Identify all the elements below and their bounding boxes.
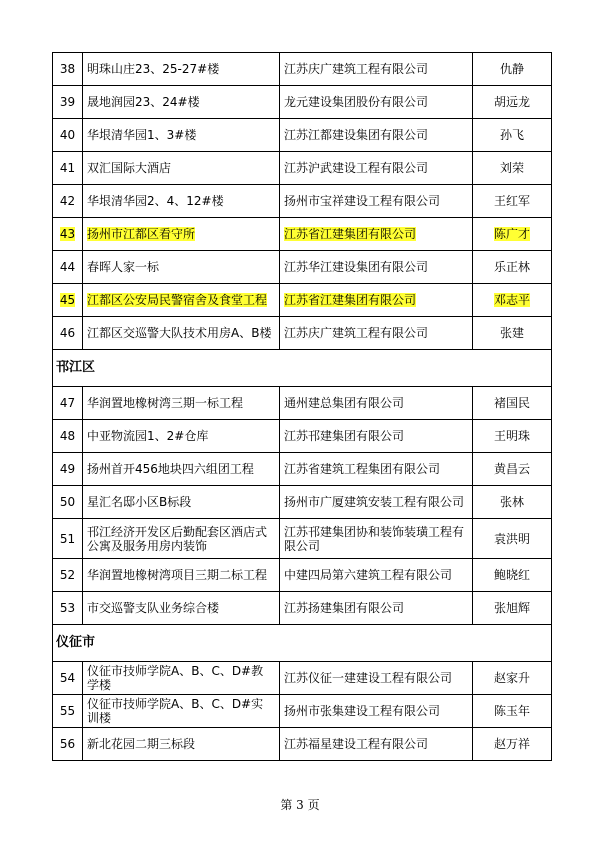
manager-name-cell (473, 387, 552, 420)
company-name-cell (280, 284, 473, 317)
project-name-cell (83, 592, 280, 625)
company-name-text: 江苏福星建设工程有限公司 (284, 737, 429, 751)
table-row (53, 559, 552, 592)
project-name-cell (83, 519, 280, 559)
company-name-cell (280, 728, 473, 761)
manager-name-cell (473, 592, 552, 625)
project-name-text: 扬州首开456地块四六组团工程 (87, 462, 254, 476)
table-row (53, 453, 552, 486)
project-name-cell (83, 218, 280, 251)
company-name-cell (280, 420, 473, 453)
manager-name-cell (473, 218, 552, 251)
table-row (53, 86, 552, 119)
row-number-text: 54 (59, 671, 76, 685)
table-row (53, 695, 552, 728)
row-number-text: 56 (59, 737, 76, 751)
manager-name-cell (473, 284, 552, 317)
table-row (53, 420, 552, 453)
project-name-cell (83, 662, 280, 695)
project-name-cell (83, 185, 280, 218)
row-number-cell (53, 420, 83, 453)
project-name-text: 仪征市技师学院A、B、C、D#实训楼 (87, 697, 264, 725)
table-body (53, 53, 552, 761)
table-row (53, 486, 552, 519)
section-header-row (53, 625, 552, 662)
project-name-text: 华垠清华园1、3#楼 (87, 128, 197, 142)
project-name-cell (83, 152, 280, 185)
manager-name-text: 邓志平 (493, 293, 530, 307)
project-name-text: 双汇国际大酒店 (87, 161, 172, 175)
project-name-text: 春晖人家一标 (87, 260, 160, 274)
row-number-cell (53, 284, 83, 317)
project-name-cell (83, 119, 280, 152)
project-name-text: 江都区交巡警大队技术用房A、B楼 (87, 326, 272, 340)
row-number-text: 40 (59, 128, 76, 142)
company-name-cell (280, 185, 473, 218)
project-name-cell (83, 284, 280, 317)
company-name-text: 龙元建设集团股份有限公司 (284, 95, 429, 109)
company-name-cell (280, 559, 473, 592)
manager-name-text: 孙飞 (499, 128, 524, 142)
manager-name-text: 黄昌云 (493, 462, 530, 476)
project-name-text: 华垠清华园2、4、12#楼 (87, 194, 224, 208)
company-name-text: 江苏省建筑工程集团有限公司 (284, 462, 441, 476)
manager-name-text: 鲍晓红 (493, 568, 530, 582)
company-name-cell (280, 662, 473, 695)
row-number-cell (53, 728, 83, 761)
manager-name-cell (473, 185, 552, 218)
manager-name-text: 赵万祥 (493, 737, 530, 751)
project-name-text: 新北花园二期三标段 (87, 737, 196, 751)
company-name-cell (280, 486, 473, 519)
table-row (53, 185, 552, 218)
company-name-cell (280, 152, 473, 185)
row-number-text: 41 (59, 161, 76, 175)
row-number-text: 48 (59, 429, 76, 443)
manager-name-cell (473, 728, 552, 761)
company-name-text: 江苏仪征一建建设工程有限公司 (284, 671, 453, 685)
manager-name-text: 赵家升 (493, 671, 530, 685)
manager-name-text: 张林 (499, 495, 524, 509)
company-name-text: 江苏沪武建设工程有限公司 (284, 161, 429, 175)
row-number-cell (53, 53, 83, 86)
project-name-cell (83, 251, 280, 284)
company-name-text: 江苏华江建设集团有限公司 (284, 260, 429, 274)
row-number-cell (53, 486, 83, 519)
manager-name-cell (473, 152, 552, 185)
manager-name-cell (473, 251, 552, 284)
company-name-text: 江苏扬建集团有限公司 (284, 601, 405, 615)
table-row (53, 53, 552, 86)
project-name-cell (83, 695, 280, 728)
manager-name-text: 刘荣 (499, 161, 524, 175)
manager-name-cell (473, 519, 552, 559)
row-number-cell (53, 559, 83, 592)
manager-name-cell (473, 559, 552, 592)
row-number-cell (53, 218, 83, 251)
project-name-cell (83, 453, 280, 486)
manager-name-cell (473, 486, 552, 519)
row-number-cell (53, 519, 83, 559)
row-number-cell (53, 662, 83, 695)
company-name-text: 江苏省江建集团有限公司 (284, 293, 417, 307)
project-name-text: 晟地润园23、24#楼 (87, 95, 200, 109)
company-name-cell (280, 592, 473, 625)
row-number-text: 38 (59, 62, 76, 76)
company-name-cell (280, 317, 473, 350)
table-row (53, 728, 552, 761)
project-name-text: 扬州市江都区看守所 (87, 227, 196, 241)
manager-name-cell (473, 662, 552, 695)
row-number-text: 45 (59, 293, 76, 307)
table-row (53, 592, 552, 625)
company-name-cell (280, 695, 473, 728)
company-name-text: 扬州市张集建设工程有限公司 (284, 704, 441, 718)
manager-name-text: 王明珠 (493, 429, 530, 443)
company-name-text: 中建四局第六建筑工程有限公司 (284, 568, 453, 582)
company-name-cell (280, 519, 473, 559)
row-number-text: 39 (59, 95, 76, 109)
manager-name-text: 褚国民 (493, 396, 530, 410)
project-name-text: 市交巡警支队业务综合楼 (87, 601, 220, 615)
project-name-text: 星汇名邸小区B标段 (87, 495, 192, 509)
company-name-cell (280, 53, 473, 86)
row-number-cell (53, 453, 83, 486)
project-name-cell (83, 317, 280, 350)
row-number-cell (53, 119, 83, 152)
project-name-text: 仪征市技师学院A、B、C、D#教学楼 (87, 664, 264, 692)
project-name-cell (83, 53, 280, 86)
project-name-text: 江都区公安局民警宿舍及食堂工程 (87, 293, 268, 307)
company-name-text: 通州建总集团有限公司 (284, 396, 405, 410)
manager-name-cell (473, 119, 552, 152)
row-number-text: 43 (59, 227, 76, 241)
table-row (53, 662, 552, 695)
section-header-row (53, 350, 552, 387)
manager-name-cell (473, 317, 552, 350)
project-name-text: 明珠山庄23、25-27#楼 (87, 62, 220, 76)
manager-name-text: 张建 (499, 326, 524, 340)
company-name-text: 扬州市广厦建筑安装工程有限公司 (284, 495, 465, 509)
project-name-text: 华润置地橡树湾三期一标工程 (87, 396, 244, 410)
project-name-cell (83, 559, 280, 592)
row-number-text: 49 (59, 462, 76, 476)
table-row (53, 152, 552, 185)
row-number-text: 51 (59, 531, 76, 546)
row-number-text: 44 (59, 260, 76, 274)
project-name-text: 华润置地橡树湾项目三期二标工程 (87, 568, 268, 582)
company-name-text: 扬州市宝祥建设工程有限公司 (284, 194, 441, 208)
manager-name-text: 王红军 (493, 194, 530, 208)
manager-name-text: 胡远龙 (493, 95, 530, 109)
row-number-text: 55 (59, 704, 76, 718)
manager-name-cell (473, 695, 552, 728)
manager-name-cell (473, 420, 552, 453)
project-name-cell (83, 486, 280, 519)
project-name-text: 邗江经济开发区后勤配套区酒店式公寓及服务用房内装饰 (87, 524, 268, 553)
company-name-cell (280, 218, 473, 251)
section-title: 邗江区 (53, 350, 552, 387)
project-name-cell (83, 86, 280, 119)
row-number-cell (53, 152, 83, 185)
project-name-text: 中亚物流园1、2#仓库 (87, 429, 209, 443)
row-number-text: 50 (59, 495, 76, 509)
manager-name-cell (473, 453, 552, 486)
row-number-cell (53, 86, 83, 119)
manager-name-text: 仇静 (499, 62, 524, 76)
row-number-text: 46 (59, 326, 76, 340)
row-number-text: 42 (59, 194, 76, 208)
manager-name-text: 袁洪明 (493, 531, 530, 546)
manager-name-text: 陈玉年 (493, 704, 530, 718)
manager-name-text: 陈广才 (493, 227, 530, 241)
row-number-text: 52 (59, 568, 76, 582)
company-name-text: 江苏庆广建筑工程有限公司 (284, 62, 429, 76)
row-number-text: 53 (59, 601, 76, 615)
company-name-cell (280, 387, 473, 420)
company-name-text: 江苏邗建集团协和装饰装璜工程有限公司 (284, 524, 465, 553)
table-row (53, 251, 552, 284)
row-number-cell (53, 251, 83, 284)
project-name-cell (83, 728, 280, 761)
manager-name-cell (473, 53, 552, 86)
company-name-cell (280, 453, 473, 486)
row-number-cell (53, 317, 83, 350)
row-number-text: 47 (59, 396, 76, 410)
manager-name-text: 张旭辉 (493, 601, 530, 615)
table-row (53, 317, 552, 350)
project-name-cell (83, 387, 280, 420)
section-title: 仪征市 (53, 625, 552, 662)
project-table (52, 52, 552, 761)
manager-name-cell (473, 86, 552, 119)
company-name-text: 江苏省江建集团有限公司 (284, 227, 417, 241)
company-name-cell (280, 86, 473, 119)
row-number-cell (53, 185, 83, 218)
company-name-cell (280, 119, 473, 152)
row-number-cell (53, 387, 83, 420)
company-name-text: 江苏江都建设集团有限公司 (284, 128, 429, 142)
row-number-cell (53, 592, 83, 625)
company-name-cell (280, 251, 473, 284)
table-row (53, 284, 552, 317)
page-footer: 第 3 页 (280, 798, 320, 812)
table-row (53, 119, 552, 152)
table-row (53, 218, 552, 251)
manager-name-text: 乐正林 (493, 260, 530, 274)
company-name-text: 江苏邗建集团有限公司 (284, 429, 405, 443)
row-number-cell (53, 695, 83, 728)
company-name-text: 江苏庆广建筑工程有限公司 (284, 326, 429, 340)
table-row (53, 387, 552, 420)
project-name-cell (83, 420, 280, 453)
table-row (53, 519, 552, 559)
